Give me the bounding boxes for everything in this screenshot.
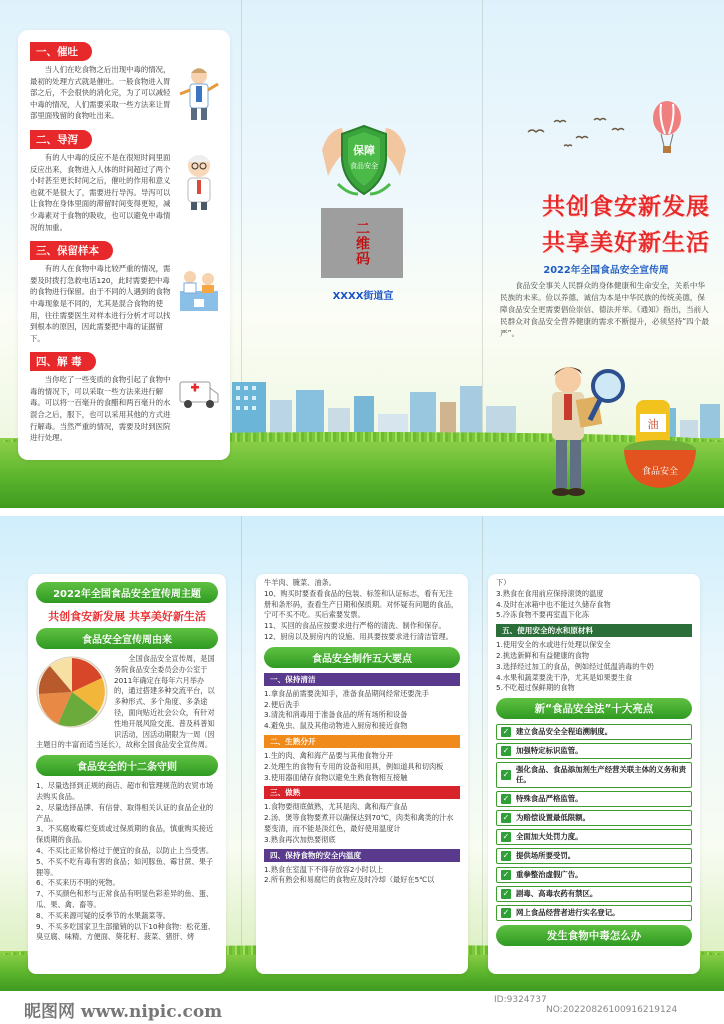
highlight-item <box>496 829 692 845</box>
highlight-item <box>496 791 692 807</box>
point-line: 4.及时在冰箱中也不能过久储存食物 <box>496 599 611 609</box>
point-lines <box>264 751 460 783</box>
fold-line <box>241 516 242 991</box>
point-line: 3.选择经过加工的食品，例如经过低温消毒的牛奶 <box>496 661 654 671</box>
tip-tag: 二、导泻 <box>30 130 92 149</box>
hot-air-balloon-icon <box>651 100 683 158</box>
point-line: 1.使用安全的水或进行处理以保安全 <box>496 640 611 650</box>
watermark-id: ID:9324737 <box>494 995 547 1005</box>
point-line: 1.熟食在室温下不得存放容2小时以上 <box>264 864 384 874</box>
origin-section <box>36 654 218 751</box>
point-line: 2.挑选新鲜和有益健康的食物 <box>496 650 590 660</box>
point-lines <box>496 640 692 694</box>
rule-item: 3、不买腐败霉烂变质或过保质期的食品，慎重购买接近保质期的食品。 <box>36 824 214 845</box>
tip-text: 当你吃了一些变质的食物引起了食物中毒的情况下，可以采取一些方法来进行解毒。可以将一百毫升的食醋和两百毫升的水混合之后，服下，也可以采用其他的方式进行解毒。当然严重的情况，需要及时到医院进行处理。 <box>30 375 171 443</box>
law-highlights-pill: 新“食品安全法”十大亮点 <box>496 698 692 719</box>
highlight-text: 重拳整治虚假广告。 <box>516 870 583 880</box>
point-line: 3.使用器皿储存食物以避免生熟食物相互接触 <box>264 772 408 782</box>
highlight-item <box>496 810 692 826</box>
shield-text-2: 食品安全 <box>350 162 378 170</box>
point-line: 4.避免虫、鼠及其他动物进入厨房和接近食物 <box>264 721 408 731</box>
highlight-text: 全面加大处罚力度。 <box>516 832 583 842</box>
tip-section <box>30 40 220 122</box>
tip-tag: 四、解 毒 <box>30 352 96 371</box>
tip-text: 有的人在食物中毒比较严重的情况，需要及时拨打急救电话120，此时需要把中毒的食物进行保留。由于不同的人遇到的食物中毒现象是不同的，尤其是混合食物的使用，往往需要医生对样本进行分析才可以找到根本的原因，因此需要把中毒的证据留下。 <box>30 264 171 343</box>
point-line: 2.处理生的食物有专用的设备和用具，例如道具和切肉板 <box>264 761 444 771</box>
check-icon: ✓ <box>502 832 510 842</box>
point-heading: 二、生熟分开 <box>264 735 460 748</box>
rule-item: 牛羊肉、腌菜、油条。 <box>264 578 336 587</box>
cover-title-line-2: 共享美好新生活 <box>542 230 710 256</box>
point-heading: 一、保持清洁 <box>264 673 460 686</box>
shield-text-1: 保障 <box>353 144 375 157</box>
check-icon: ✓ <box>502 889 510 899</box>
cover-title-line-1: 共创食安新发展 <box>542 194 710 220</box>
cover-subtitle: 2022年全国食品安全宣传周 <box>543 265 669 276</box>
theme-slogan: 共创食安新发展 共享美好新生活 <box>48 610 206 623</box>
oil-jar-label: 油 <box>647 418 659 431</box>
law-highlights-list <box>496 724 692 921</box>
tip-tag: 一、催吐 <box>30 42 92 61</box>
five-points-pill: 食品安全制作五大要点 <box>264 647 460 668</box>
rule-item: 2、尽量选择品牌、有信誉、取得相关认证的食品企业的产品。 <box>36 802 214 823</box>
point-line: 3.熟食在食用前应保持滚烫的温度 <box>496 588 604 598</box>
five-key-points-panel <box>256 574 468 974</box>
highlight-item <box>496 905 692 921</box>
brochure-inner-side <box>0 516 724 991</box>
food-plate-image <box>36 656 108 728</box>
highlight-text: 剧毒、高毒农药有禁区。 <box>516 889 598 899</box>
watermark-number: NO:20220826100916219124 <box>546 1005 678 1015</box>
highlight-text: 网上食品经营者进行实名登记。 <box>516 908 620 918</box>
rule-item: 10、购买时要查看食品的包装、标签和认证标志，看有无注册和条形码，查看生产日期和保质期。对怀疑有问题的食品，宁可不买不吃。买后索要发票。 <box>264 588 459 620</box>
highlight-text: 提供场所要受罚。 <box>516 851 576 861</box>
qr-code-label: 二维码 <box>354 220 370 266</box>
food-poisoning-tips-card <box>18 30 230 460</box>
point-lines <box>264 865 460 887</box>
point-line: 下） <box>496 578 511 587</box>
fold-line <box>482 516 483 991</box>
tip-tag: 三、保留样本 <box>30 241 113 260</box>
street-name: XXXX街道宣 <box>332 291 394 302</box>
point-line: 4.水果和蔬菜要洗干净，尤其是如果要生食 <box>496 672 633 682</box>
highlight-item <box>496 848 692 864</box>
ambulance-icon <box>178 372 220 412</box>
check-icon: ✓ <box>502 770 510 780</box>
doctor-illustration-icon <box>178 152 220 210</box>
point-heading: 五、使用安全的水和原材料 <box>496 624 692 637</box>
rules-pill: 食品安全的十二条守则 <box>36 755 218 776</box>
doctor-illustration-icon <box>178 64 220 122</box>
rule-item: 7、不买颜色和形与正常食品有明显色彩差异的鱼、蛋、瓜、果、禽、畜等。 <box>36 889 214 909</box>
rule-item: 6、不买来历不明的死物。 <box>36 878 120 888</box>
point-line: 1.生的肉、禽和海产品要与其他食物分开 <box>264 750 394 760</box>
point-line: 3.熟食再次加热要彻底 <box>264 834 336 844</box>
rules-continued <box>264 578 460 643</box>
watermark-bar <box>0 991 724 1024</box>
rules-list <box>36 781 218 943</box>
point-line: 3.清洗和消毒用于准备食品的所有场所和设备 <box>264 710 408 720</box>
check-icon: ✓ <box>502 794 510 804</box>
tip-text: 有的人中毒的反应不是在很短时间里面反应出来，食物进入人体的时间超过了两个小时甚至更长时间之后，催吐的作用和意义也就不是很大了，需要进行导泻。导泻可以让食物在身体里面的滞留时间变得更短，减少毒素对于食物的吸收，也可以避免中毒情况的加重。 <box>30 152 171 232</box>
check-icon: ✓ <box>502 851 510 861</box>
rule-item: 8、不买来源可疑的反季节的水果蔬菜等。 <box>36 910 170 920</box>
tip-section <box>30 128 220 233</box>
rule-item: 5、不买不吃有毒有害的食品；如河豚鱼、霉甘蔗、果子狸等。 <box>36 856 214 877</box>
check-icon: ✓ <box>502 870 510 880</box>
point-line: 2.便后洗手 <box>264 699 300 709</box>
tip-section <box>30 350 220 444</box>
theme-and-rules-panel <box>28 574 226 974</box>
check-icon: ✓ <box>502 813 510 823</box>
tip-section <box>30 239 220 344</box>
rule-item: 4、不买比正常价格过于便宜的食品，以防止上当受害。 <box>36 845 214 855</box>
highlight-item <box>496 762 692 788</box>
origin-text: 全国食品安全宣传周，是国务院食品安全委员会办公室于2011年确定在每年六月举办的，通过搭建多种交流平台，以多种形式、多个角度、多条途径，面向贴近社会公众，有针对性地开展风险交流、普及科普知识活动，因活动期限为一周（因主题日的丰富而适当延长），故称全国食品安全宣传周。 <box>36 654 215 750</box>
qr-code-placeholder[interactable] <box>321 208 403 278</box>
food-poisoning-pill: 发生食物中毒怎么办 <box>496 925 692 946</box>
tip-text: 当人们在吃食物之后出现中毒的情况，最初的处理方式就是催吐。一般食物进入胃部之后，不会很快的消化完，为了可以减轻中毒的情况，人们需要采取一些方法来让胃部里面残留的食物吐出来。 <box>30 65 171 121</box>
origin-pill: 食品安全宣传周由来 <box>36 628 218 649</box>
highlight-text: 建立食品安全全程追溯制度。 <box>516 727 613 737</box>
point-lines <box>264 802 460 845</box>
check-icon: ✓ <box>502 908 510 918</box>
highlight-text: 特殊食品严格监管。 <box>516 794 583 804</box>
cover-paragraph: 食品安全事关人民群众的身体健康和生命安全，关系中华民族的未来。俭以养德、诚信为本是中华民族的传统美德，保障食品安全更需要倡俭崇信、德法并举。《通知》指出，当前人民群众对食品安全营养健康的需求不断提升，必须坚持“四个最严”。 <box>500 281 709 338</box>
brochure-outer-side <box>0 0 724 508</box>
point-heading: 三、做熟 <box>264 786 460 799</box>
highlight-item <box>496 886 692 902</box>
inspector-with-magnifier-illustration <box>536 362 712 502</box>
bowl-label: 食品安全 <box>641 467 679 477</box>
point-line: 5.不吃超过保鲜期的食物 <box>496 683 575 693</box>
point-lines <box>264 689 460 732</box>
highlight-text: 加强特定标识监管。 <box>516 746 583 756</box>
sheet-gap <box>0 508 724 516</box>
birds-flock-icon <box>524 112 644 152</box>
highlight-item <box>496 724 692 740</box>
point-heading: 四、保持食物的安全内温度 <box>264 849 460 862</box>
rule-item: 12、厨房以及厨房内的设施、用具要按要求进行清洁管理。 <box>264 631 453 641</box>
food-safety-law-panel <box>488 574 700 974</box>
watermark-logo: 昵图网 www.nipic.com <box>24 1002 223 1022</box>
point-line: 1.拿食品前需要洗知手，准备食品期间经常还要洗手 <box>264 688 429 698</box>
pharmacy-scene-icon <box>178 261 220 319</box>
rule-item: 11、买回的食品应按要求进行严格的清洗、制作和保存。 <box>264 621 446 631</box>
food-safety-shield-logo <box>318 120 410 200</box>
temperature-lines <box>496 578 692 621</box>
check-icon: ✓ <box>502 727 510 737</box>
highlight-item <box>496 743 692 759</box>
point-line: 5.冷冻食物不要再室温下化冻 <box>496 610 590 620</box>
highlight-text: 强化食品、食品添加剂生产经营关联主体的义务和责任。 <box>516 765 686 785</box>
point-line: 2.汤、煲等食物要煮开以确保达到70℃，肉类和禽类的汁水要变清，而不能是淡红色，最好使用温度计 <box>264 813 454 833</box>
check-icon: ✓ <box>502 746 510 756</box>
theme-pill: 2022年全国食品安全宣传周主题 <box>36 582 218 603</box>
rule-item: 9、不买多吃国家卫生部撤销的以下10种食物：松花蛋、臭豆腐、味精、方便面、葵花籽、菠菜、猪肝、烤 <box>36 921 216 942</box>
highlight-text: 为赔偿设置最低限额。 <box>516 813 590 823</box>
highlight-item <box>496 867 692 883</box>
point-line: 2.所有熟会和易腐烂的食物应及时冷却（最好在5℃以 <box>264 875 435 885</box>
rule-item: 1、尽量选择到正规的商店、超市和管理规范的农贸市场去购买食品。 <box>36 781 214 801</box>
point-line: 1.食物要彻底做熟，尤其是肉、禽和海产食品 <box>264 802 408 812</box>
